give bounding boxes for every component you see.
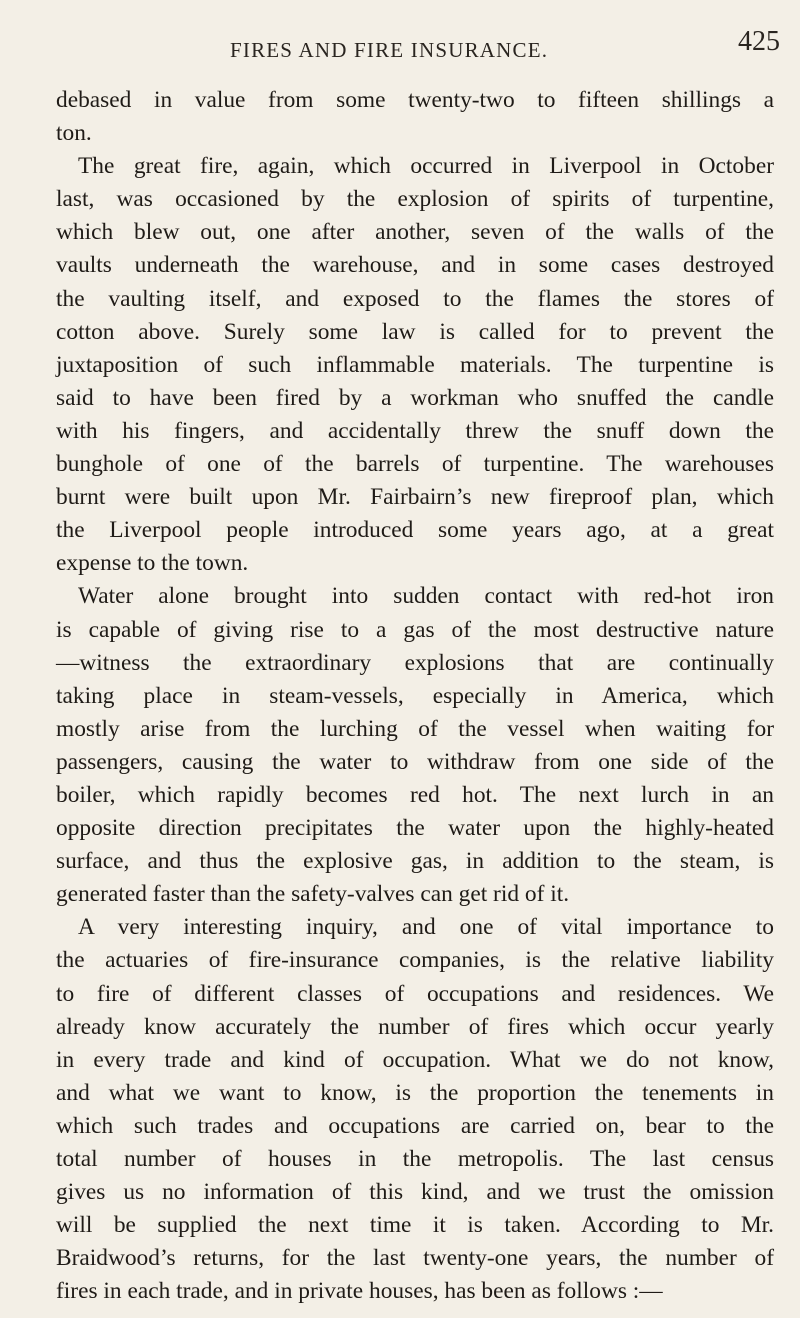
text-line: and what we want to know, is the proportion the tenements in — [56, 1079, 774, 1106]
text-line: the actuaries of fire-insurance companies, is the relative liability — [56, 947, 774, 974]
text-line: said to have been fired by a workman who snuffed the candle — [56, 384, 774, 411]
text-line: which such trades and occupations are carried on, bear to the — [56, 1112, 774, 1139]
text-line: to fire of different classes of occupations and residences. We — [56, 980, 774, 1007]
text-line: with his fingers, and accidentally threw the snuff down the — [56, 417, 774, 444]
text-line: already know accurately the number of fires which occur yearly — [56, 1013, 774, 1040]
text-line: fires in each trade, and in private houses, has been as follows :— — [56, 1278, 663, 1305]
text-line: last, was occasioned by the explosion of spirits of turpentine, — [56, 186, 774, 213]
text-line: juxtaposition of such inflammable materials. The turpentine is — [56, 351, 774, 378]
text-line: which blew out, one after another, seven of the walls of the — [56, 219, 774, 246]
text-line: cotton above. Surely some law is called for to prevent the — [56, 318, 774, 345]
text-line: generated faster than the safety-valves can get rid of it. — [56, 881, 570, 908]
paragraph — [56, 84, 774, 150]
text-line: A very interesting inquiry, and one of vital importance to — [78, 914, 774, 941]
text-line: total number of houses in the metropolis. The last census — [56, 1146, 774, 1172]
text-line: —witness the extraordinary explosions that are continually — [56, 649, 774, 676]
paragraph — [56, 580, 774, 911]
running-title: FIRES AND FIRE INSURANCE. — [230, 38, 549, 62]
paragraph — [56, 911, 774, 1308]
text-line: Water alone brought into sudden contact with red-hot iron — [78, 583, 774, 610]
text-line: expense to the town. — [56, 550, 249, 577]
text-line: is capable of giving rise to a gas of the most destructive nature — [56, 616, 774, 643]
page-number: 425 — [738, 26, 780, 57]
text-line: in every trade and kind of occupation. What we do not know, — [56, 1046, 774, 1073]
text-line: the Liverpool people introduced some years ago, at a great — [56, 517, 774, 544]
text-line: boiler, which rapidly becomes red hot. The next lurch in an — [56, 781, 774, 808]
text-line: passengers, causing the water to withdraw from one side of the — [56, 748, 774, 775]
text-line: surface, and thus the explosive gas, in addition to the steam, is — [56, 848, 774, 875]
text-line: bunghole of one of the barrels of turpentine. The warehouses — [56, 451, 774, 478]
text-line: The great fire, again, which occurred in Liverpool in October — [78, 153, 774, 180]
text-line: debased in value from some twenty-two to fifteen shillings a — [56, 87, 774, 113]
text-line: will be supplied the next time it is taken. According to Mr. — [56, 1212, 774, 1239]
text-line: vaults underneath the warehouse, and in some cases destroyed — [56, 252, 774, 279]
text-line: ton. — [56, 120, 92, 147]
text-line: taking place in steam-vessels, especially in America, which — [56, 682, 774, 709]
text-line: Braidwood’s returns, for the last twenty-one years, the number of — [56, 1245, 774, 1272]
text-line: opposite direction precipitates the water upon the highly-heated — [56, 815, 774, 842]
running-head — [0, 26, 800, 66]
text-line: the vaulting itself, and exposed to the flames the stores of — [56, 285, 774, 312]
text-line: mostly arise from the lurching of the vessel when waiting for — [56, 715, 774, 742]
text-line: burnt were built upon Mr. Fairbairn’s new fireproof plan, which — [56, 484, 774, 511]
body-text — [56, 84, 774, 1308]
text-line: gives us no information of this kind, and we trust the omission — [56, 1179, 774, 1206]
paragraph — [56, 150, 774, 580]
